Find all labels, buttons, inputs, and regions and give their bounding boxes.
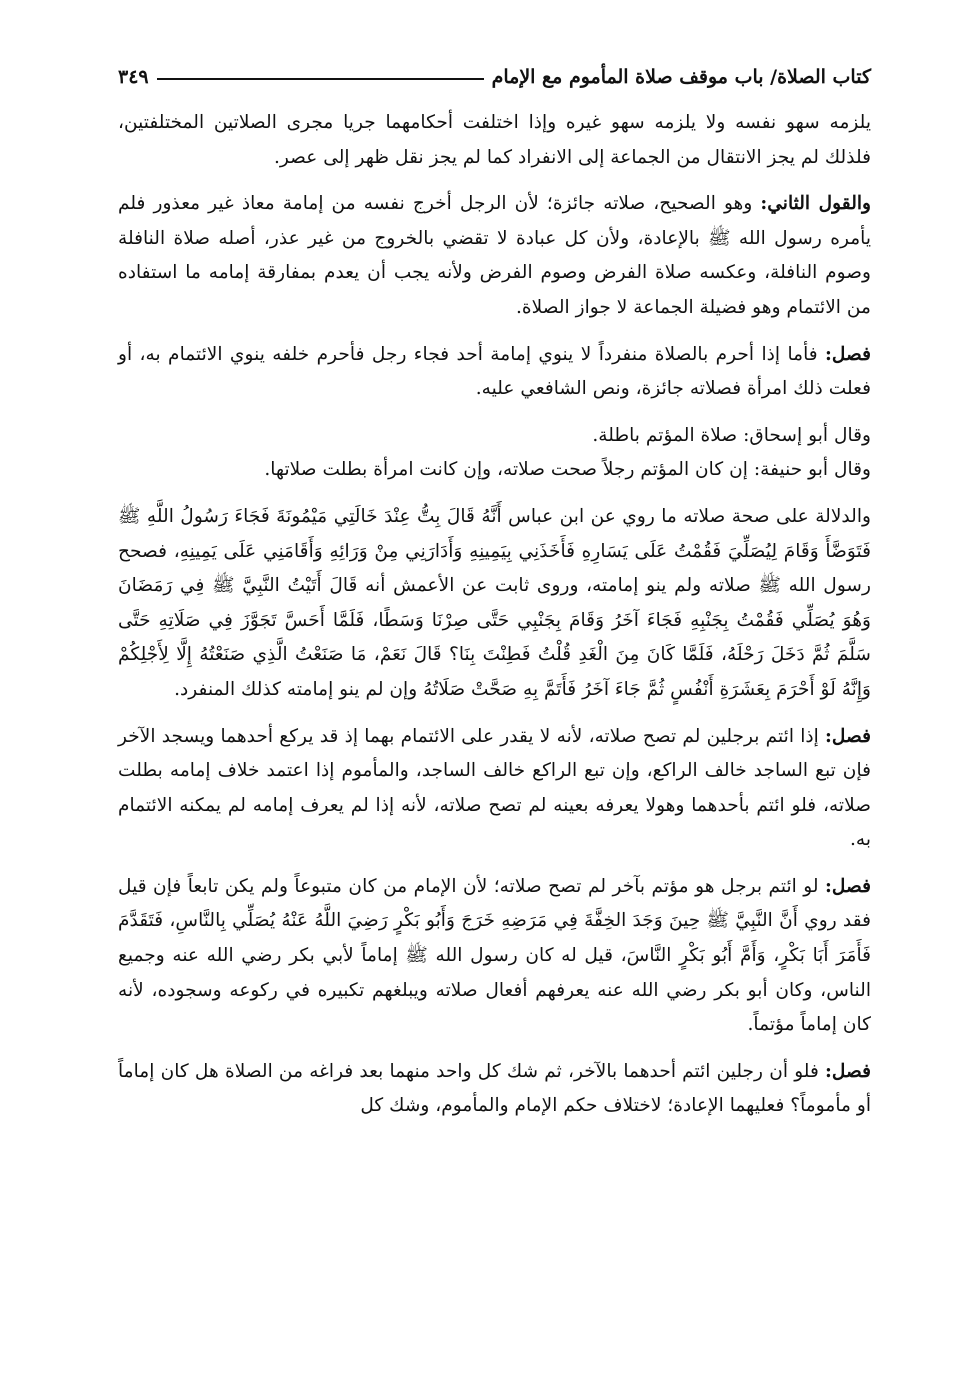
- header-rule: [157, 78, 484, 80]
- page-number: ٣٤٩: [118, 66, 149, 88]
- paragraph-9: [118, 1055, 871, 1124]
- chapter-title: كتاب الصلاة/ باب موقف صلاة المأموم مع الإمام: [491, 66, 871, 88]
- paragraph-text: والدلالة على صحة صلاته ما روي عن ابن عباس أَنَّهُ قَالَ بِتُّ عِنْدَ خَالَتِي مَيْمُونَةَ فَجَاءَ رَسُولُ اللَّهِ ﷺ فَتَوَضَّأَ وَقَامَ لِيُصَلِّيَ فَقُمْتُ عَلَى يَسَارِهِ فَأَخَذَنِي بِيَمِينِهِ وَأَدَارَنِي مِنْ وَرَائِهِ وَأَقَامَنِي عَلَى يَمِينِهِ، فصحح رسول الله ﷺ صلاته ولم ينو إمامته، وروى ثابت عن الأعمش أنه قَالَ أَتَيْتُ النَّبِيَّ ﷺ فِي رَمَضَانَ وَهُوَ يُصَلِّي فَقُمْتُ بِجَنْبِهِ فَجَاءَ آخَرُ وَقَامَ بِجَنْبِي حَتَّى صِرْنَا وَسَطًا، فَلَمَّا أَحَسَّ تَجَوَّزَ فِي صَلَاتِهِ حَتَّى سَلَّمَ ثُمَّ دَخَلَ رَحْلَهُ، فَلَمَّا كَانَ مِنَ الْغَدِ قُلْتُ فَطِنْتَ بِنَا؟ قَالَ نَعَمْ، مَا صَنَعْتُ الَّذِي صَنَعْتُهُ إِلَّا لِأَجْلِكُمْ وَإِنَّهُ لَوْ أَحْرَمَ بِعَشَرَةِ أَنْفُسٍ ثُمَّ جَاءَ آخَرُ فَأَتَمَّ بِهِ صَحَّتْ صَلَاتُهُ وإن لم ينو إمامته كذلك المنفرد.: [118, 505, 871, 700]
- fasl-lead: فصل:: [825, 343, 871, 365]
- paragraph-text: لو ائتم برجل هو مؤتم بآخر لم تصح صلاته؛ لأن الإمام من كان متبوعاً ولم يكن تابعاً فإن قيل فقد روي أَنَّ النَّبِيَّ ﷺ حِينَ وَجَدَ الخِفَّةَ فِي مَرَضِهِ خَرَجَ وَأَبُو بَكْرٍ رَضِيَ اللَّهُ عَنْهُ يُصَلِّي بِالنَّاسِ، فَتَقَدَّمَ فَأَمَرَ أَبَا بَكْرٍ، وَأَمَّ أَبُو بَكْرٍ النَّاسَ، قيل له كان رسول الله ﷺ إماماً لأبي بكر رضي الله عنه وجميع الناس، وكان أبو بكر رضي الله عنه يعرفهم أفعال صلاته ويبلغهم تكبيره في ركوعه وسجوده، لأنه كان إماماً مؤتماً.: [118, 875, 871, 1036]
- paragraph-text: يلزمه سهو نفسه ولا يلزمه سهو غيره وإذا اختلفت أحكامهما جريا مجرى الصلاتين المختلفتين، فلذلك لم يجز الانتقال من الجماعة إلى الانفراد كما لم يجز نقل ظهر إلى عصر.: [118, 112, 871, 168]
- fasl-lead: فصل:: [825, 875, 871, 897]
- paragraph-1: [118, 106, 871, 175]
- paragraph-7: [118, 720, 871, 858]
- paragraph-5: [118, 453, 871, 488]
- paragraph-8: [118, 870, 871, 1043]
- paragraph-4: [118, 419, 871, 454]
- paragraph-text: فأما إذا أحرم بالصلاة منفرداً لا ينوي إمامة أحد فجاء رجل فأحرم خلفه ينوي الائتمام به، أو فعلت ذلك امرأة فصلاته جائزة، ونص الشافعي عليه.: [118, 343, 871, 400]
- paragraph-text: وهو الصحيح، صلاته جائزة؛ لأن الرجل أخرج نفسه من إمامة معاذ غير معذور فلم يأمره رسول الله ﷺ بالإعادة، ولأن كل عبادة لا تقضي بالخروج من غير عذر، أصله صلاة النافلة وصوم النافلة، وعكسه صلاة الفرض وصوم الفرض ولأنه يجب أن يعدم بمفارقة إمامه ما استفاده من الائتمام وهو فضيلة الجماعة لا جواز الصلاة.: [118, 193, 871, 318]
- fasl-lead: فصل:: [825, 1060, 871, 1082]
- paragraph-lead: والقول الثاني:: [760, 193, 872, 215]
- paragraph-text: وقال أبو إسحاق: صلاة المؤتم باطلة.: [592, 424, 871, 446]
- paragraph-6: [118, 500, 871, 708]
- paragraph-3: [118, 338, 871, 407]
- running-header: [118, 62, 871, 92]
- paragraph-text: فلو أن رجلين ائتم أحدهما بالآخر، ثم شك كل واحد منهما بعد فراغه من الصلاة هل كان إماماً أو مأموماً؟ فعليهما الإعادة؛ لاختلاف حكم الإمام والمأموم، وشك كل: [118, 1060, 871, 1117]
- paragraph-text: إذا ائتم برجلين لم تصح صلاته، لأنه لا يقدر على الائتمام بهما إذ قد يركع أحدهما ويسجد الآخر فإن تبع الساجد خالف الراكع، وإن تبع الراكع خالف الساجد، والمأموم إذا اعتمد خلاف إمامه بطلت صلاته، فلو ائتم بأحدهما وهولا يعرفه بعينه لم تصح صلاته، لأنه إذا لم يعرف إمامه لم يمكنه الائتمام به.: [118, 725, 871, 851]
- paragraph-text: وقال أبو حنيفة: إن كان المؤتم رجلاً صحت صلاته، وإن كانت امرأة بطلت صلاتها.: [264, 459, 871, 481]
- fasl-lead: فصل:: [825, 725, 871, 747]
- paragraph-2: [118, 187, 871, 325]
